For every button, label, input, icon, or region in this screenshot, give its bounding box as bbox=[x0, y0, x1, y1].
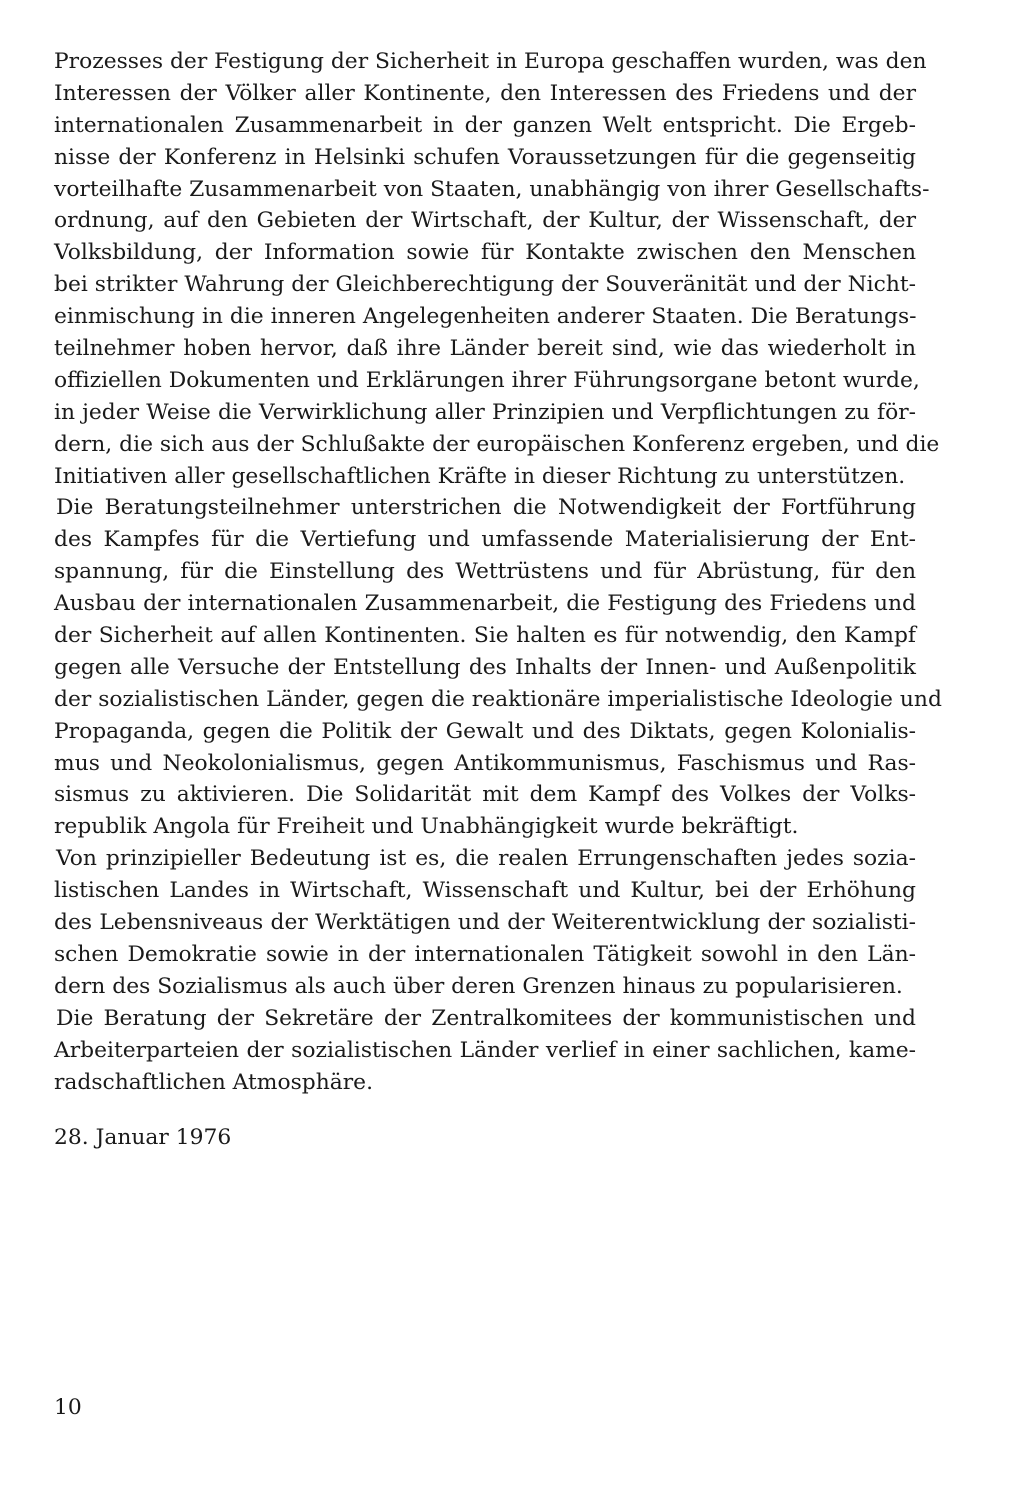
page-number: 10 bbox=[54, 1395, 82, 1420]
text-line: Prozesses der Festigung der Sicherheit in Europa geschaffen wurden, was den bbox=[54, 49, 927, 74]
text-line: sismus zu aktivieren. Die Solidarität mit dem Kampf des Volkes der Volks- bbox=[54, 782, 916, 808]
paragraph bbox=[54, 843, 916, 1002]
text-line: Initiativen aller gesellschaftlichen Kräfte in dieser Richtung zu unterstützen. bbox=[54, 463, 906, 489]
text-line: gegen alle Versuche der Entstellung des Inhalts der Innen- und Außenpolitik bbox=[54, 654, 916, 680]
text-line: bei strikter Wahrung der Gleichberechtigung der Souveränität und der Nicht- bbox=[54, 272, 916, 298]
text-line: nisse der Konferenz in Helsinki schufen Voraussetzungen für die gegenseitig bbox=[54, 144, 916, 170]
text-line: teilnehmer hoben hervor, daß ihre Länder bereit sind, wie das wiederholt in bbox=[54, 336, 916, 362]
text-line: Von prinzipieller Bedeutung ist es, die realen Errungenschaften jedes sozia- bbox=[56, 846, 916, 872]
text-line: in jeder Weise die Verwirklichung aller Prinzipien und Verpflichtungen zu för- bbox=[54, 399, 916, 425]
paragraph bbox=[54, 492, 942, 843]
text-line: offiziellen Dokumenten und Erklärungen ihrer Führungsorgane betont wurde, bbox=[54, 367, 920, 393]
text-line: dern des Sozialismus als auch über deren Grenzen hinaus zu popularisieren. bbox=[54, 973, 903, 999]
text-line: vorteilhafte Zusammenarbeit von Staaten, unabhängig von ihrer Gesellschafts- bbox=[54, 176, 930, 202]
text-line: schen Demokratie sowie in der internationalen Tätigkeit sowohl in den Län- bbox=[54, 941, 916, 967]
text-line: internationalen Zusammenarbeit in der ganzen Welt entspricht. Die Ergeb- bbox=[54, 112, 916, 138]
text-line: Die Beratung der Sekretäre der Zentralkomitees der kommunistischen und bbox=[56, 1005, 916, 1031]
paragraph bbox=[54, 1003, 916, 1099]
text-line: des Kampfes für die Vertiefung und umfassende Materialisierung der Ent- bbox=[54, 527, 916, 553]
text-line: des Lebensniveaus der Werktätigen und der Weiterentwicklung der sozialisti- bbox=[54, 910, 916, 936]
text-line: radschaftlichen Atmosphäre. bbox=[54, 1069, 374, 1095]
paragraph bbox=[54, 46, 940, 492]
text-line: einmischung in die inneren Angelegenheiten anderer Staaten. Die Beratungs- bbox=[54, 304, 917, 330]
text-line: mus und Neokolonialismus, gegen Antikommunismus, Faschismus und Ras- bbox=[54, 750, 916, 776]
text-line: listischen Landes in Wirtschaft, Wissenschaft und Kultur, bei der Erhöhung bbox=[54, 878, 916, 904]
text-line: republik Angola für Freiheit und Unabhängigkeit wurde bekräftigt. bbox=[54, 814, 799, 840]
text-line: ordnung, auf den Gebieten der Wirtschaft, der Kultur, der Wissenschaft, der bbox=[54, 208, 916, 234]
text-line: spannung, für die Einstellung des Wettrüstens und für Abrüstung, für den bbox=[54, 559, 916, 585]
text-line: der sozialistischen Länder, gegen die reaktionäre imperialistische Ideologie und bbox=[54, 686, 942, 712]
text-line: Ausbau der internationalen Zusammenarbeit, die Festigung des Friedens und bbox=[54, 591, 916, 617]
document-body bbox=[54, 46, 942, 1098]
text-line: Volksbildung, der Information sowie für Kontakte zwischen den Menschen bbox=[54, 240, 916, 266]
document-date: 28. Januar 1976 bbox=[54, 1125, 232, 1150]
text-line: Interessen der Völker aller Kontinente, den Interessen des Friedens und der bbox=[54, 80, 916, 106]
text-line: Arbeiterparteien der sozialistischen Länder verlief in einer sachlichen, kame- bbox=[54, 1037, 916, 1063]
text-line: der Sicherheit auf allen Kontinenten. Sie halten es für notwendig, den Kampf bbox=[54, 623, 916, 649]
text-line: dern, die sich aus der Schlußakte der europäischen Konferenz ergeben, und die bbox=[54, 431, 940, 457]
text-line: Propaganda, gegen die Politik der Gewalt und des Diktats, gegen Kolonialis- bbox=[54, 718, 916, 744]
text-line: Die Beratungsteilnehmer unterstrichen die Notwendigkeit der Fortführung bbox=[56, 495, 916, 521]
